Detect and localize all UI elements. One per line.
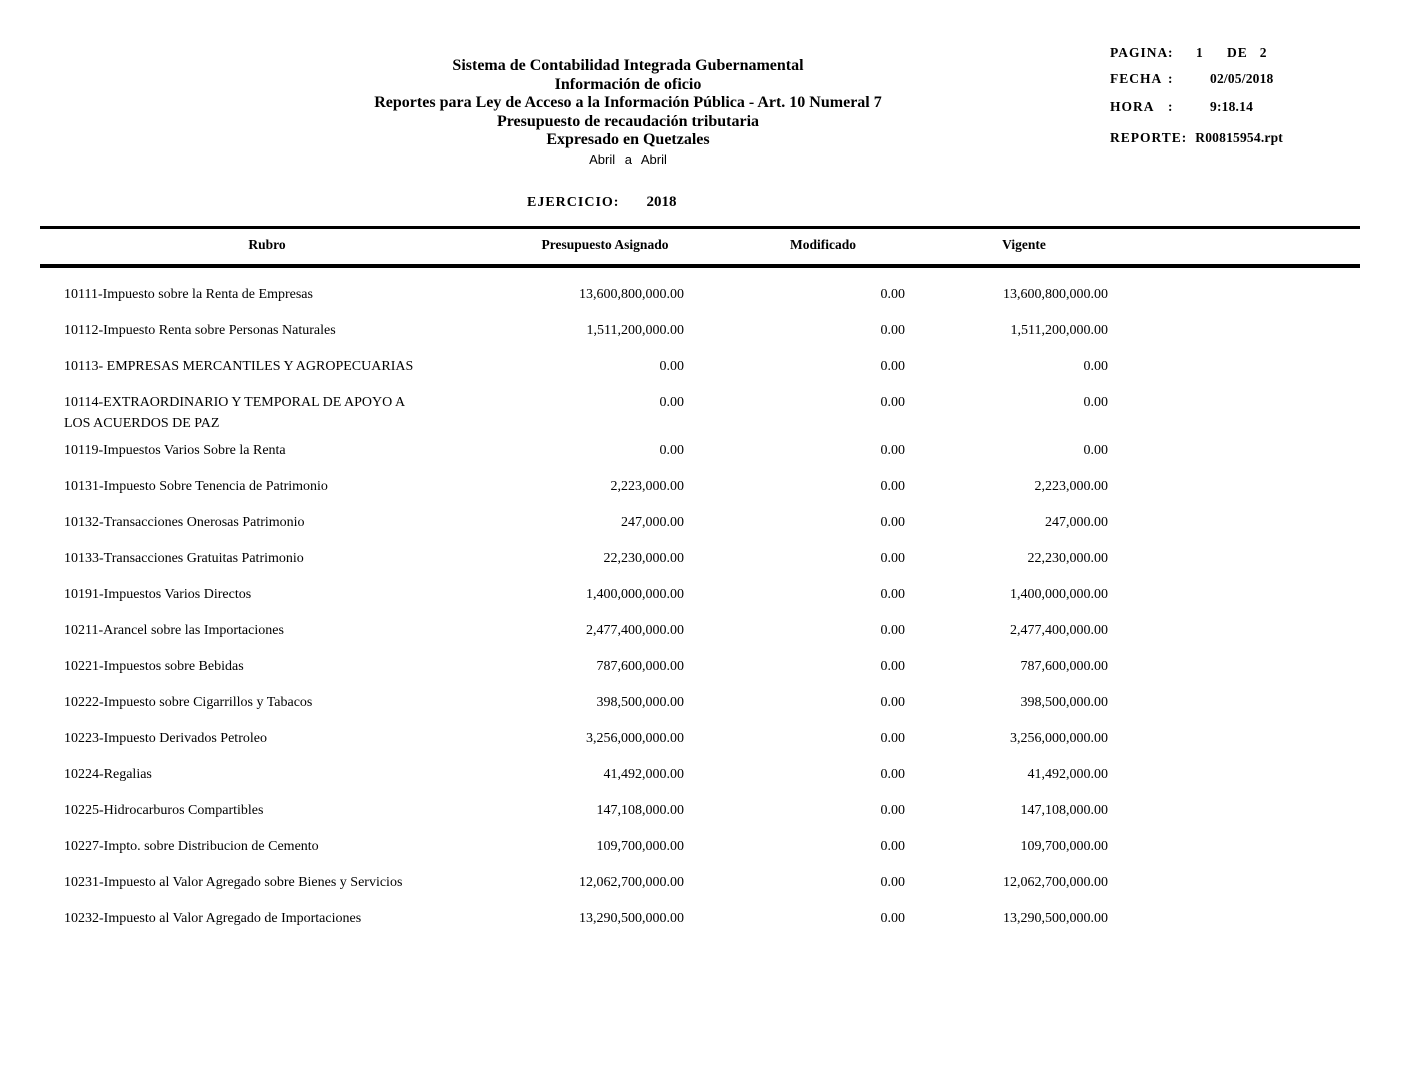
cell-vigente: 3,256,000,000.00 <box>1010 731 1108 746</box>
cell-presupuesto-asignado: 0.00 <box>659 395 684 410</box>
cell-modificado: 0.00 <box>880 287 905 302</box>
cell-vigente: 12,062,700,000.00 <box>1003 875 1108 890</box>
cell-vigente: 13,290,500,000.00 <box>1003 911 1108 926</box>
table-row <box>64 908 1108 929</box>
cell-presupuesto-asignado: 0.00 <box>659 359 684 374</box>
cell-modificado: 0.00 <box>880 695 905 710</box>
meta-fecha-row <box>1110 71 1274 87</box>
cell-presupuesto-asignado: 2,477,400,000.00 <box>586 623 684 638</box>
cell-rubro: 10113- EMPRESAS MERCANTILES Y AGROPECUARIAS <box>64 359 414 374</box>
reporte-label: REPORTE: <box>1110 130 1188 145</box>
cell-presupuesto-asignado: 41,492,000.00 <box>603 767 684 782</box>
cell-vigente: 0.00 <box>1083 395 1108 410</box>
cell-vigente: 147,108,000.00 <box>1020 803 1108 818</box>
table-row <box>64 284 1108 305</box>
fecha-label: FECHA <box>1110 71 1163 86</box>
table-row <box>64 320 1108 341</box>
column-header-rubro: Rubro <box>248 237 286 252</box>
cell-presupuesto-asignado: 13,600,800,000.00 <box>579 287 684 302</box>
cell-modificado: 0.00 <box>880 623 905 638</box>
table-row <box>64 728 1108 749</box>
cell-presupuesto-asignado: 22,230,000.00 <box>603 551 684 566</box>
cell-vigente: 247,000.00 <box>1045 515 1108 530</box>
report-title-oficio: Información de oficio <box>554 75 702 93</box>
cell-vigente: 1,400,000,000.00 <box>1010 587 1108 602</box>
cell-modificado: 0.00 <box>880 587 905 602</box>
ejercicio-label: EJERCICIO: <box>527 195 620 210</box>
table-row <box>64 356 1108 377</box>
cell-vigente: 41,492,000.00 <box>1027 767 1108 782</box>
cell-rubro: 10191-Impuestos Varios Directos <box>64 587 252 602</box>
cell-vigente: 2,223,000.00 <box>1034 479 1108 494</box>
table-row <box>64 692 1108 713</box>
cell-modificado: 0.00 <box>880 875 905 890</box>
page-number: 1 <box>1196 45 1203 60</box>
cell-modificado: 0.00 <box>880 515 905 530</box>
cell-presupuesto-asignado: 12,062,700,000.00 <box>579 875 684 890</box>
table-row <box>64 764 1108 785</box>
cell-presupuesto-asignado: 247,000.00 <box>621 515 684 530</box>
cell-vigente: 787,600,000.00 <box>1020 659 1108 674</box>
cell-rubro: 10232-Impuesto al Valor Agregado de Importaciones <box>64 911 362 926</box>
reporte-value: R00815954.rpt <box>1195 130 1284 145</box>
report-title-block <box>0 57 1256 168</box>
cell-vigente: 13,600,800,000.00 <box>1003 287 1108 302</box>
report-title-presupuesto: Presupuesto de recaudación tributaria <box>496 112 760 130</box>
cell-presupuesto-asignado: 147,108,000.00 <box>596 803 684 818</box>
table-row <box>64 548 1108 569</box>
table-row <box>64 620 1108 641</box>
table-row <box>64 476 1108 497</box>
pagina-colon: : <box>1168 45 1173 60</box>
hora-colon: : <box>1168 99 1173 114</box>
cell-rubro: 10133-Transacciones Gratuitas Patrimonio <box>64 551 304 566</box>
cell-modificado: 0.00 <box>880 767 905 782</box>
column-header-presupuesto-asignado: Presupuesto Asignado <box>541 237 669 252</box>
meta-hora-row <box>1110 99 1253 115</box>
cell-rubro: 10131-Impuesto Sobre Tenencia de Patrimonio <box>64 479 328 494</box>
ejercicio-value: 2018 <box>646 194 677 210</box>
cell-presupuesto-asignado: 3,256,000,000.00 <box>586 731 684 746</box>
cell-presupuesto-asignado: 1,511,200,000.00 <box>586 323 684 338</box>
cell-vigente: 0.00 <box>1083 359 1108 374</box>
cell-presupuesto-asignado: 2,223,000.00 <box>610 479 684 494</box>
table-top-rule <box>40 226 1360 229</box>
cell-modificado: 0.00 <box>880 443 905 458</box>
cell-modificado: 0.00 <box>880 551 905 566</box>
report-title-ley: Reportes para Ley de Acceso a la Información Pública - Art. 10 Numeral 7 <box>374 94 882 111</box>
table-body <box>64 284 1108 944</box>
meta-pagina-row <box>1110 45 1267 61</box>
report-title-moneda: Expresado en Quetzales <box>546 131 710 148</box>
cell-rubro: 10111-Impuesto sobre la Renta de Empresas <box>64 287 313 302</box>
cell-presupuesto-asignado: 1,400,000,000.00 <box>586 587 684 602</box>
pagina-label: PAGINA <box>1110 45 1169 60</box>
hora-value: 9:18.14 <box>1210 99 1254 114</box>
cell-rubro: 10119-Impuestos Varios Sobre la Renta <box>64 443 286 458</box>
page-total: 2 <box>1259 45 1267 60</box>
report-title-system: Sistema de Contabilidad Integrada Gubernamental <box>452 57 804 74</box>
cell-presupuesto-asignado: 13,290,500,000.00 <box>579 911 684 926</box>
hora-label: HORA <box>1110 99 1155 114</box>
table-row <box>64 584 1108 605</box>
cell-modificado: 0.00 <box>880 803 905 818</box>
cell-vigente: 22,230,000.00 <box>1027 551 1108 566</box>
column-header-vigente: Vigente <box>1002 237 1046 252</box>
cell-rubro: 10132-Transacciones Onerosas Patrimonio <box>64 515 305 530</box>
cell-modificado: 0.00 <box>880 359 905 374</box>
cell-rubro: 10221-Impuestos sobre Bebidas <box>64 659 244 674</box>
fecha-value: 02/05/2018 <box>1210 71 1274 86</box>
table-header-rule <box>40 264 1360 268</box>
cell-presupuesto-asignado: 398,500,000.00 <box>596 695 684 710</box>
cell-rubro: 10211-Arancel sobre las Importaciones <box>64 623 284 638</box>
cell-vigente: 1,511,200,000.00 <box>1010 323 1108 338</box>
cell-vigente: 109,700,000.00 <box>1020 839 1108 854</box>
table-row <box>64 656 1108 677</box>
cell-presupuesto-asignado: 0.00 <box>659 443 684 458</box>
cell-rubro: 10223-Impuesto Derivados Petroleo <box>64 731 267 746</box>
table-row <box>64 440 1108 461</box>
meta-reporte-row <box>1110 130 1283 146</box>
cell-rubro: 10114-EXTRAORDINARIO Y TEMPORAL DE APOYO A LOS ACUERDOS DE PAZ <box>64 395 405 431</box>
table-row <box>64 392 1108 434</box>
page-de-label: DE <box>1226 45 1248 60</box>
cell-modificado: 0.00 <box>880 911 905 926</box>
cell-rubro: 10225-Hidrocarburos Compartibles <box>64 803 264 818</box>
cell-vigente: 2,477,400,000.00 <box>1010 623 1108 638</box>
table-row <box>64 836 1108 857</box>
table-row <box>64 512 1108 533</box>
cell-vigente: 0.00 <box>1083 443 1108 458</box>
cell-vigente: 398,500,000.00 <box>1020 695 1108 710</box>
cell-modificado: 0.00 <box>880 479 905 494</box>
cell-rubro: 10227-Impto. sobre Distribucion de Cemento <box>64 839 319 854</box>
cell-modificado: 0.00 <box>880 659 905 674</box>
fecha-colon: : <box>1168 71 1173 86</box>
report-period: Abril a Abril <box>589 151 667 167</box>
cell-rubro: 10231-Impuesto al Valor Agregado sobre Bienes y Servicios <box>64 875 403 890</box>
cell-modificado: 0.00 <box>880 395 905 410</box>
cell-rubro: 10222-Impuesto sobre Cigarrillos y Tabacos <box>64 695 313 710</box>
cell-presupuesto-asignado: 109,700,000.00 <box>596 839 684 854</box>
cell-rubro: 10224-Regalias <box>64 767 152 782</box>
column-header-modificado: Modificado <box>790 237 856 252</box>
cell-rubro: 10112-Impuesto Renta sobre Personas Naturales <box>64 323 336 338</box>
cell-presupuesto-asignado: 787,600,000.00 <box>596 659 684 674</box>
cell-modificado: 0.00 <box>880 323 905 338</box>
ejercicio-line <box>527 193 676 211</box>
table-row <box>64 872 1108 893</box>
table-row <box>64 800 1108 821</box>
cell-modificado: 0.00 <box>880 839 905 854</box>
cell-modificado: 0.00 <box>880 731 905 746</box>
